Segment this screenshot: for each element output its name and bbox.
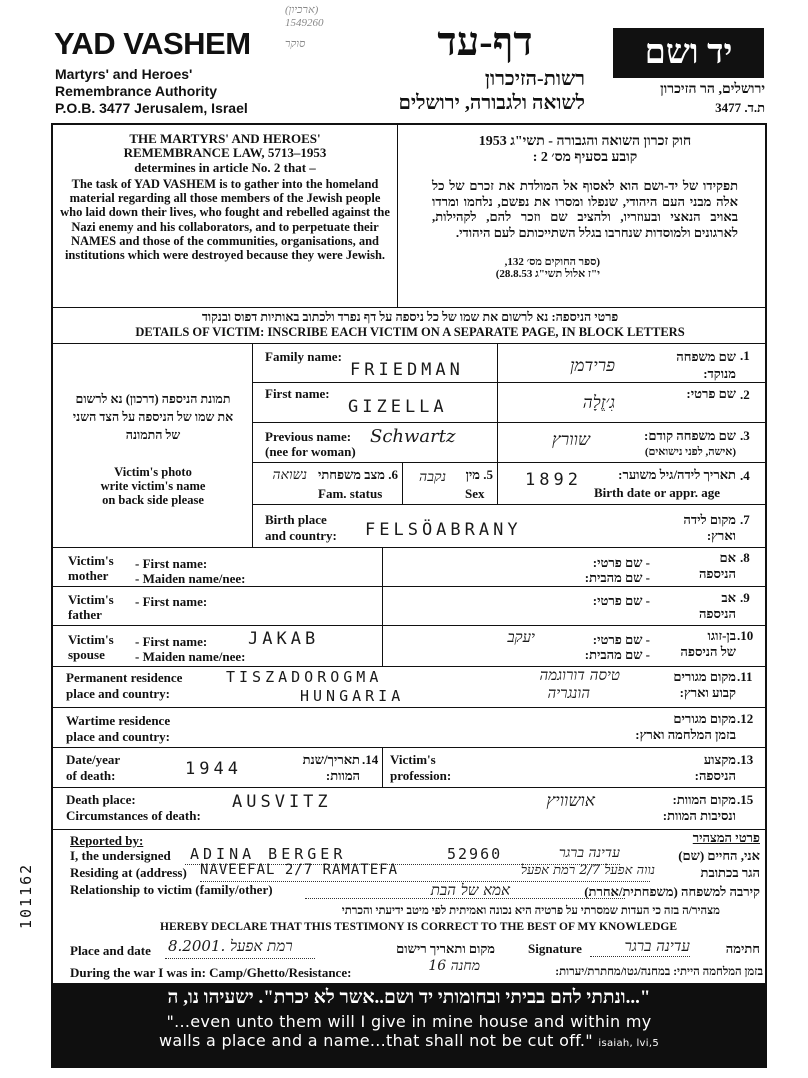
reporter-signature[interactable]: עדינה ברגר (624, 937, 690, 955)
photo-divider (252, 343, 253, 547)
rule-r11 (52, 666, 766, 667)
spouse-he-sub1: - שם פרטי: (592, 632, 650, 647)
residence-he-label2: קבוע וארץ: (679, 685, 736, 700)
mother-he-label1: אם (719, 550, 736, 565)
logo-text: יד ושם (644, 34, 733, 71)
footer-en-line2 (51, 1031, 767, 1050)
previous-name-num: .3 (740, 428, 750, 443)
law-he-body: תפקידו של יד-ושם הוא לאסוף אל המולדת את זכרם של כל אלה מבני העם היהודי, שנפלו ומסרו את נפשם, נלחמו ומרדו באויב הנאצי ובעוזריו, ולהציב שם וזכר להם, לקהילות, לארגונים ולמוסדות שנחרבו בגלל השתייכותם לעם היהודי. (432, 178, 738, 240)
law-en-title2: REMEMBRANCE LAW, 5713–1953 (123, 145, 327, 160)
first-name-he-label: שם פרטי: (686, 386, 736, 401)
death-place-he-label1: מקום המוות: (672, 792, 736, 807)
birth-date-value[interactable]: 1892 (525, 470, 582, 490)
reporter-he-residing: הגר בכתובת (700, 865, 760, 880)
birth-place-num: .7 (740, 512, 750, 527)
col-death (382, 747, 383, 787)
family-name-num: .1 (740, 348, 750, 363)
footer-en-ref: isaiah, lvi,5 (598, 1038, 659, 1049)
reporter-address[interactable]: NAVEEFAL 2/7 RAMATEFA (200, 862, 399, 878)
birth-date-num: .4 (740, 468, 750, 483)
footer-en-quote1: "...even unto them will I give in mine house and within my (166, 1012, 652, 1031)
father-label (68, 592, 114, 622)
death-place-value[interactable]: AUSVITZ (232, 792, 332, 812)
spouse-sub (135, 634, 245, 664)
father-label1: Victim's (68, 592, 114, 607)
law-he-ref2: י"ז אלול תשי"ג 28.8.53) (495, 268, 600, 280)
archive-note-1: (ארכיון) (285, 4, 319, 16)
first-name-label: First name: (265, 386, 330, 401)
archive-note-3: סוקר (285, 38, 306, 50)
death-place-label1: Death place: (66, 792, 136, 807)
wartime-num: .12 (737, 711, 754, 726)
birth-place-label1: Birth place (265, 512, 327, 527)
spouse-he-value[interactable]: יעקב (507, 628, 535, 646)
spouse-label (68, 632, 114, 662)
previous-name-he-value[interactable]: שוורץ (552, 430, 590, 450)
death-date-he-label2: המוות: (325, 768, 360, 783)
profession-num: .13 (737, 752, 754, 767)
spouse-sub2: - Maiden name/nee: (135, 649, 246, 664)
reporter-title: Reported by: (70, 833, 144, 848)
family-name-he-label1: שם משפחה (676, 349, 736, 364)
wartime-he-label2: בזמן המלחמה וארץ: (635, 727, 736, 742)
rule-details-bottom (52, 343, 766, 344)
photo-instructions-en (70, 465, 236, 507)
details-header-he: פרטי הניספה: נא לרשום את שמו של כל ניספה על דף נפרד ולכתוב באותיות דפוס ובנקוד (201, 310, 619, 324)
rule-r1 (252, 382, 766, 383)
reporter-he-relationship: קירבה למשפחה (משפחתית/אחרת) (584, 884, 760, 899)
previous-name-label: Previous name: (265, 429, 352, 444)
place-date-label: Place and date (70, 943, 151, 958)
spouse-num: .10 (737, 628, 754, 643)
rule-r13 (52, 747, 766, 748)
side-note: 101162 (17, 862, 35, 929)
rule-r8 (52, 547, 766, 548)
rule-r12 (52, 707, 766, 708)
family-name-label: Family name: (265, 349, 342, 364)
wartime-label2: place and country: (66, 729, 170, 744)
he-authority-line2: לשואה ולגבורה, ירושלים (398, 92, 585, 114)
war-value[interactable]: מחנה 16 (428, 958, 480, 974)
spouse-label1: Victim's (68, 632, 114, 647)
signature-label: Signature (528, 941, 582, 956)
birth-place-label2: and country: (265, 528, 337, 543)
law-en-title3: determines in article No. 2 that – (134, 160, 316, 175)
family-name-he-label2: מנוקד: (703, 366, 736, 381)
reporter-name[interactable]: ADINA BERGER (190, 845, 347, 863)
rule-r9 (52, 586, 766, 587)
reporter-he-name[interactable]: עדינה ברגר (558, 845, 620, 861)
profession-he-label1: מקצוע (703, 752, 736, 767)
wartime-he-label (610, 711, 736, 743)
father-label2: father (68, 607, 102, 622)
reporter-he-title: פרטי המצהיר (692, 830, 760, 845)
footer-banner (51, 984, 767, 1068)
mother-he-label (660, 550, 736, 582)
residence-value1[interactable]: TISZADOROGMA (226, 668, 383, 686)
birth-place-label (265, 512, 337, 544)
mother-label (68, 553, 114, 583)
sex-he-label: 5. מין (465, 467, 493, 482)
mother-he-sub2: - שם מהבית: (584, 570, 650, 585)
father-num: .9 (740, 590, 750, 605)
spouse-he-sub (540, 632, 650, 662)
mother-he-sub (540, 555, 650, 585)
wartime-label1: Wartime residence (66, 713, 171, 728)
footer-he-quote: "...ונתתי להם בביתי ובחומותי יד ושם..אשר לא יכרת". ישעיהו נו, ה (167, 987, 651, 1008)
reporter-he-undersigned: אני, החיים (שם) (678, 848, 760, 863)
family-name-he-label (630, 348, 736, 382)
mother-he-sub1: - שם פרטי: (592, 555, 650, 570)
rule-r10 (52, 625, 766, 626)
col-fam-sex (402, 462, 403, 504)
law-he-title1: חוק זכרון השואה והגבורה - תשי"ג 1953 (478, 134, 692, 149)
family-name-value[interactable]: FRIEDMAN (350, 360, 464, 380)
death-place-label (66, 792, 201, 824)
profession-he-label (640, 752, 736, 784)
he-authority-line1: רשות-הזיכרון (484, 68, 585, 90)
declare-en: HEREBY DECLARE THAT THIS TESTIMONY IS CORRECT TO THE BEST OF MY KNOWLEDGE (160, 921, 678, 933)
death-place-he-value[interactable]: אושוויץ (546, 791, 595, 811)
mother-he-label2: הניספה (698, 566, 736, 581)
residence-num: .11 (737, 669, 753, 684)
spouse-value[interactable]: JAKAB (248, 629, 320, 649)
archive-note (285, 4, 324, 51)
birth-place-he-label1: מקום לידה (683, 512, 736, 527)
footer-en-quote2: walls a place and a name...that shall not be cut off." (158, 1031, 593, 1050)
logo-sub1: ירושלים, הר הזיכרון (660, 82, 765, 97)
spouse-he-label2: של הניספה (680, 644, 736, 659)
residence-he-value1[interactable]: טיסה דורוגמה (539, 666, 620, 684)
reporter-he-place-date: מקום ותאריך רישום (396, 941, 495, 956)
mother-sub1: - First name: (135, 556, 208, 571)
death-date-he-label (290, 752, 360, 784)
spouse-he-label1: בן-זוגו (707, 628, 736, 643)
death-place-he-label2: ונסיבות המוות: (662, 808, 736, 823)
mother-sub2: - Maiden name/nee: (135, 571, 246, 586)
father-he-label (660, 590, 736, 622)
fam-status-label: Fam. status (318, 486, 383, 501)
rule-r3 (252, 462, 766, 463)
form-title-hebrew: דף-עד (437, 19, 533, 64)
rule-r15 (52, 787, 766, 788)
law-divider (397, 124, 398, 307)
residence-label2: place and country: (66, 686, 170, 701)
spouse-label2: spouse (68, 647, 105, 662)
war-label: During the war I was in: Camp/Ghetto/Resistance: (70, 965, 352, 980)
first-name-value[interactable]: GIZELLA (348, 397, 448, 417)
mother-label1: Victim's (68, 553, 114, 568)
spouse-sub1: - First name: (135, 634, 208, 649)
law-he-title2: קובע בסעיף מס׳ 2 : (532, 150, 638, 165)
declare-he: מצהיר/ה בזה כי העדות שמסרתי על פרטיה היא נכונה ואמיתית לפי מיטב ידיעתי והכרתי (341, 905, 720, 917)
yad-vashem-logo (613, 28, 764, 78)
father-he-label2: הניספה (698, 606, 736, 621)
photo-en2: write victim's name (100, 479, 206, 493)
spouse-he-label (650, 628, 736, 660)
previous-name-he-label1: שם משפחה קודם: (644, 428, 736, 443)
photo-en3: on back side please (102, 493, 204, 507)
first-name-he-value[interactable]: גִ׳ִזֶלָה (582, 393, 615, 413)
reporter-relationship[interactable]: אמא של הבת (430, 881, 510, 899)
residing-label: Residing at (address) (70, 865, 187, 880)
profession-he-label2: הניספה: (694, 768, 736, 783)
father-he-sub1: - שם פרטי: (592, 593, 650, 608)
org-line1: Martyrs' and Heroes' (55, 66, 193, 82)
war-he-label: בזמן המלחמה הייתי: במחנה/גטו/מחתרת/יערות: (555, 966, 763, 978)
death-date-label2: of death: (66, 768, 116, 783)
birth-place-he-label (640, 512, 736, 544)
law-en-title1: THE MARTYRS' AND HEROES' (129, 131, 321, 146)
residence-he-value2[interactable]: הונגריה (547, 684, 590, 702)
law-en-body: The task of YAD VASHEM is to gather into the homeland material regarding all those members of the Jewish people who laid down their lives, who fought and rebelled against the Nazi enemy and his collaborators, and to perpetuate their NAMES and those of the communities, organisations, and institutions which were destroyed because they were Jewish. (60, 177, 390, 263)
rule-details-top (52, 307, 766, 308)
org-name: YAD VASHEM (54, 26, 251, 61)
profession-label1: Victim's (390, 752, 436, 767)
residence-value2[interactable]: HUNGARIA (300, 687, 405, 705)
signature-line (590, 956, 690, 957)
death-date-label1: Date/year (66, 752, 121, 767)
birth-date-label: Birth date or appr. age (594, 485, 721, 500)
family-name-he-value[interactable]: פרידמן (570, 356, 615, 376)
previous-name-label2: (nee for woman) (265, 444, 356, 459)
death-place-num: .15 (737, 792, 754, 807)
profession-label (390, 752, 451, 784)
reporter-he-signature: חתימה (725, 941, 760, 956)
previous-name-he-label2: (אישה, לפני נישואים) (644, 446, 736, 458)
residence-he-label1: מקום מגורים (673, 669, 736, 684)
fam-status-he-label: 6. מצב משפחתי (317, 467, 398, 482)
archive-note-2: 1549260 (285, 17, 324, 29)
father-he-label1: אב (721, 590, 736, 605)
birth-place-value[interactable]: FELSÖABRANY (365, 520, 522, 540)
death-date-value[interactable]: 1944 (185, 759, 242, 779)
fam-status-value[interactable]: נשואה (272, 467, 307, 483)
rule-r2 (252, 422, 766, 423)
reporter-place-date[interactable]: 8.2001. רמת אפעל (168, 937, 293, 955)
logo-sub2: ת.ד. 3477 (715, 100, 765, 115)
place-date-line (165, 958, 315, 959)
law-he-ref1: (ספר החוקים מס׳ 132, (504, 256, 600, 268)
profession-label2: profession: (390, 768, 452, 783)
death-place-he-label (630, 792, 736, 824)
death-place-label2: Circumstances of death: (66, 808, 201, 823)
undersigned-label: I, the undersigned (70, 848, 171, 863)
mother-num: .8 (740, 550, 750, 565)
mother-sub (135, 556, 245, 586)
residence-he-label (620, 669, 736, 701)
residence-label (66, 670, 182, 702)
wartime-he-label1: מקום מגורים (673, 711, 736, 726)
law-hebrew (410, 134, 760, 280)
death-date-label (66, 752, 120, 784)
rule-r4 (252, 504, 766, 505)
death-date-he-label1: תאריך/שנת (302, 752, 360, 767)
org-line2: Remembrance Authority (55, 83, 218, 99)
law-english (60, 132, 390, 262)
birth-date-he-label: תאריך לידה/גיל משוער: (618, 467, 736, 482)
spouse-he-sub2: - שם מהבית: (584, 647, 650, 662)
birth-place-he-label2: וארץ: (706, 528, 736, 543)
first-name-num: .2 (740, 387, 750, 402)
reporter-he-address[interactable]: נווה אפעל 2/7 רמת אפעל (520, 863, 655, 878)
wartime-label (66, 713, 170, 745)
sex-label: Sex (465, 486, 485, 501)
photo-en1: Victim's photo (114, 465, 192, 479)
details-header-en: DETAILS OF VICTIM: INSCRIBE EACH VICTIM ON A SEPARATE PAGE, IN BLOCK LETTERS (135, 325, 685, 339)
previous-name-value[interactable]: Schwartz (370, 426, 456, 447)
rule-reporter (52, 829, 766, 830)
org-address: P.O.B. 3477 Jerusalem, Israel (55, 100, 248, 116)
father-sub1: - First name: (135, 594, 208, 609)
relationship-label: Relationship to victim (family/other) (70, 882, 273, 897)
residence-label1: Permanent residence (66, 670, 183, 685)
sex-value[interactable]: נקבה (419, 469, 446, 485)
mother-label2: mother (68, 568, 109, 583)
previous-name-he-label (590, 428, 736, 460)
col-mid (497, 343, 498, 504)
photo-instructions-he: תמונת הניספה (דרכון) נא לרשום את שמו של הניספה על הצד השני של התמונה (72, 392, 234, 442)
death-date-num: .14 (362, 752, 379, 767)
col-parents (382, 547, 383, 666)
reporter-id[interactable]: 52960 (447, 845, 503, 863)
